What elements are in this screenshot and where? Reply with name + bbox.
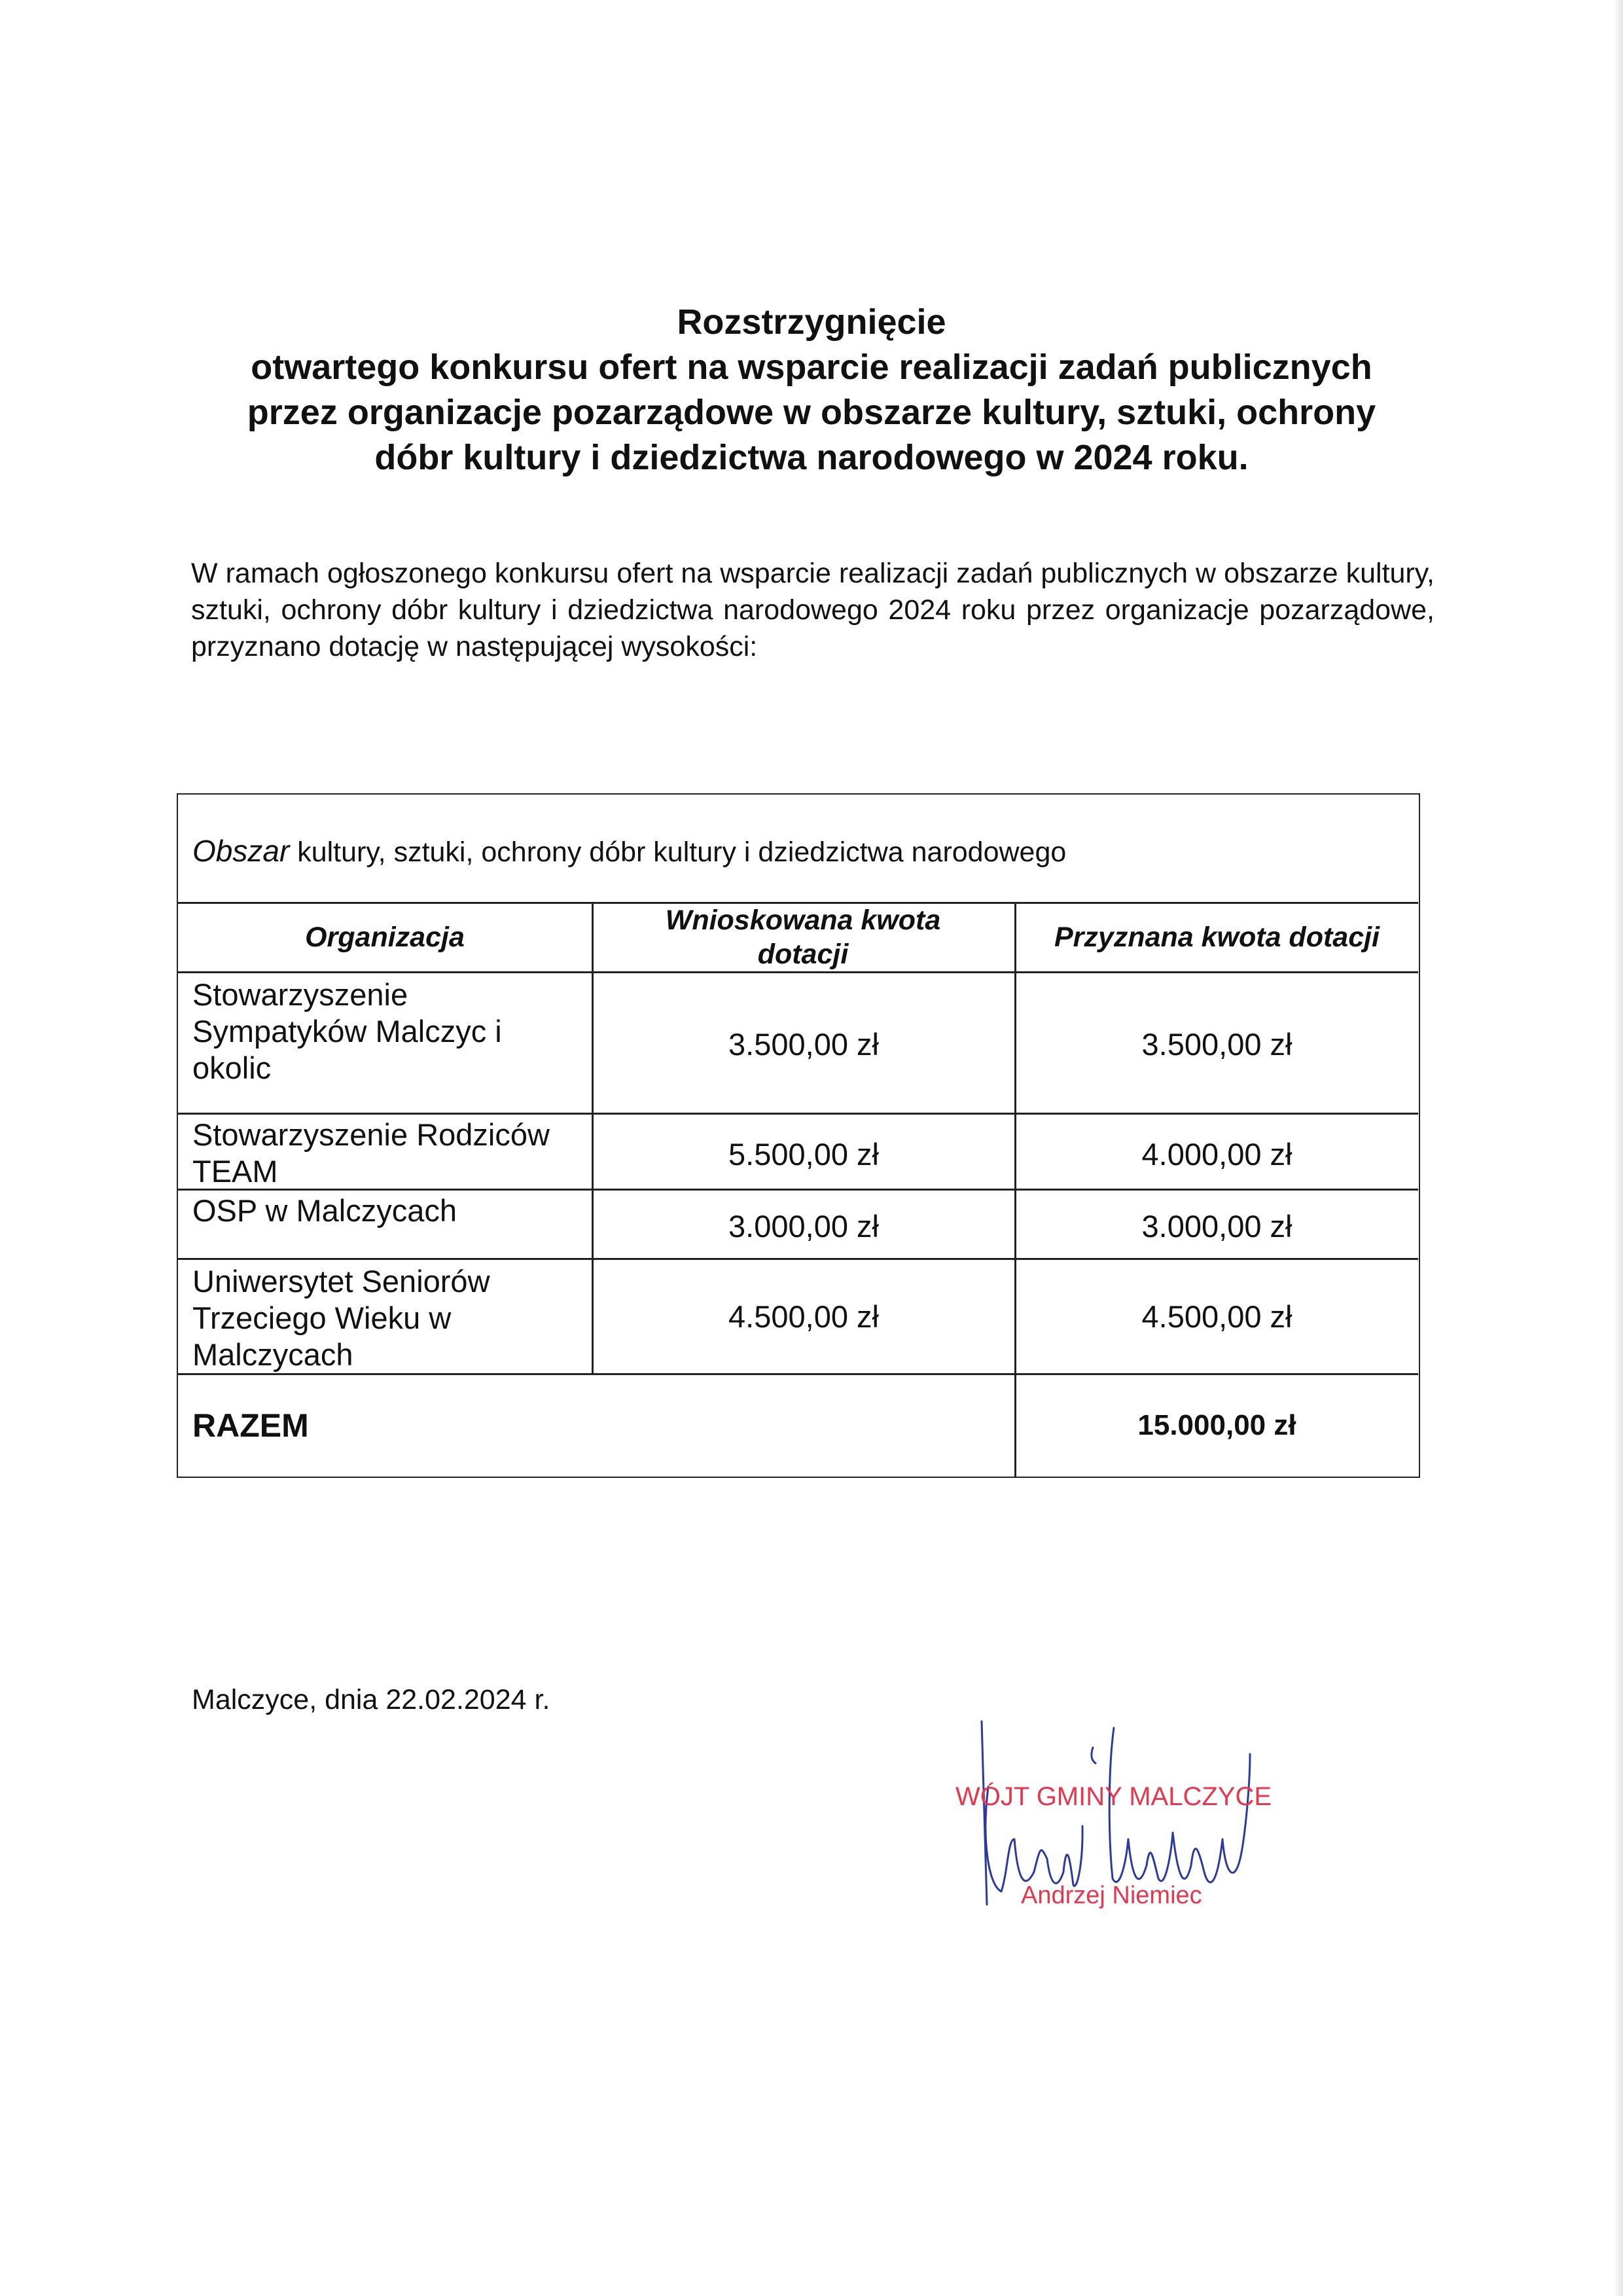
- header-requested: Wnioskowana kwota dotacji: [665, 905, 941, 970]
- org-line: Stowarzyszenie Rodziców: [192, 1117, 550, 1152]
- row-2-granted: 4.000,00 zł: [1141, 1137, 1293, 1172]
- org-line: Sympatyków Malczyc i: [192, 1014, 502, 1049]
- row-2-organization: [192, 1117, 550, 1190]
- org-line: Trzeciego Wieku w: [192, 1300, 452, 1335]
- total-label: RAZEM: [192, 1407, 309, 1444]
- row-3-organization: [192, 1193, 457, 1229]
- stamp-line-1: WÓJT GMINY MALCZYCE: [955, 1782, 1272, 1811]
- row-1-organization: [192, 977, 502, 1086]
- title-line-3: przez organizacje pozarządowe w obszarze kultury, sztuki, ochrony: [247, 393, 1376, 432]
- table-rule: [178, 1113, 1418, 1115]
- page-edge-shadow: [1614, 0, 1623, 2296]
- org-line: Uniwersytet Seniorów: [192, 1264, 490, 1299]
- signature-graphic: [942, 1708, 1309, 1931]
- title-line-4: dóbr kultury i dziedzictwa narodowego w 2024 roku.: [374, 438, 1249, 477]
- row-1-granted: 3.500,00 zł: [1141, 1027, 1293, 1062]
- title-line-1: Rozstrzygnięcie: [677, 302, 946, 342]
- grant-table: [177, 793, 1420, 1478]
- table-rule: [178, 971, 1418, 973]
- stamp-and-signature: [942, 1708, 1309, 1934]
- row-1-requested: 3.500,00 zł: [728, 1027, 879, 1062]
- signature-strokes: [982, 1721, 1250, 1905]
- header-organization: Organizacja: [305, 922, 465, 953]
- org-line: OSP w Malczycach: [192, 1193, 457, 1228]
- org-line: Stowarzyszenie: [192, 977, 408, 1012]
- org-line: okolic: [192, 1050, 272, 1085]
- place-and-date: Malczyce, dnia 22.02.2024 r.: [192, 1684, 550, 1715]
- table-rule: [1014, 902, 1016, 1478]
- row-2-requested: 5.500,00 zł: [728, 1137, 879, 1172]
- table-rule: [178, 1373, 1418, 1375]
- table-rule: [178, 1258, 1418, 1260]
- area-prefix: Obszar: [192, 834, 290, 868]
- row-3-requested: 3.000,00 zł: [728, 1209, 879, 1244]
- area-text: kultury, sztuki, ochrony dóbr kultury i dziedzictwa narodowego: [289, 836, 1067, 868]
- title-line-2: otwartego konkursu ofert na wsparcie realizacji zadań publicznych: [251, 348, 1372, 387]
- row-3-granted: 3.000,00 zł: [1141, 1209, 1293, 1244]
- row-4-requested: 4.500,00 zł: [728, 1299, 879, 1334]
- stamp-line-2: Andrzej Niemiec: [1021, 1882, 1202, 1909]
- document-title: [131, 300, 1492, 480]
- org-line: TEAM: [192, 1154, 278, 1189]
- org-line: Malczycach: [192, 1337, 353, 1372]
- row-4-granted: 4.500,00 zł: [1141, 1299, 1293, 1334]
- total-value: 15.000,00 zł: [1137, 1409, 1296, 1441]
- intro-paragraph: W ramach ogłoszonego konkursu ofert na wsparcie realizacji zadań publicznych w obszarze kultury, sztuki, ochrony dóbr kultury i dziedzictwa narodowego 2024 roku przez organizacje pozarządowe, przyznano dotację w następującej wysokości:: [191, 558, 1435, 662]
- row-4-organization: [192, 1263, 490, 1373]
- header-granted: Przyznana kwota dotacji: [1054, 922, 1380, 953]
- area-caption: [192, 833, 1066, 870]
